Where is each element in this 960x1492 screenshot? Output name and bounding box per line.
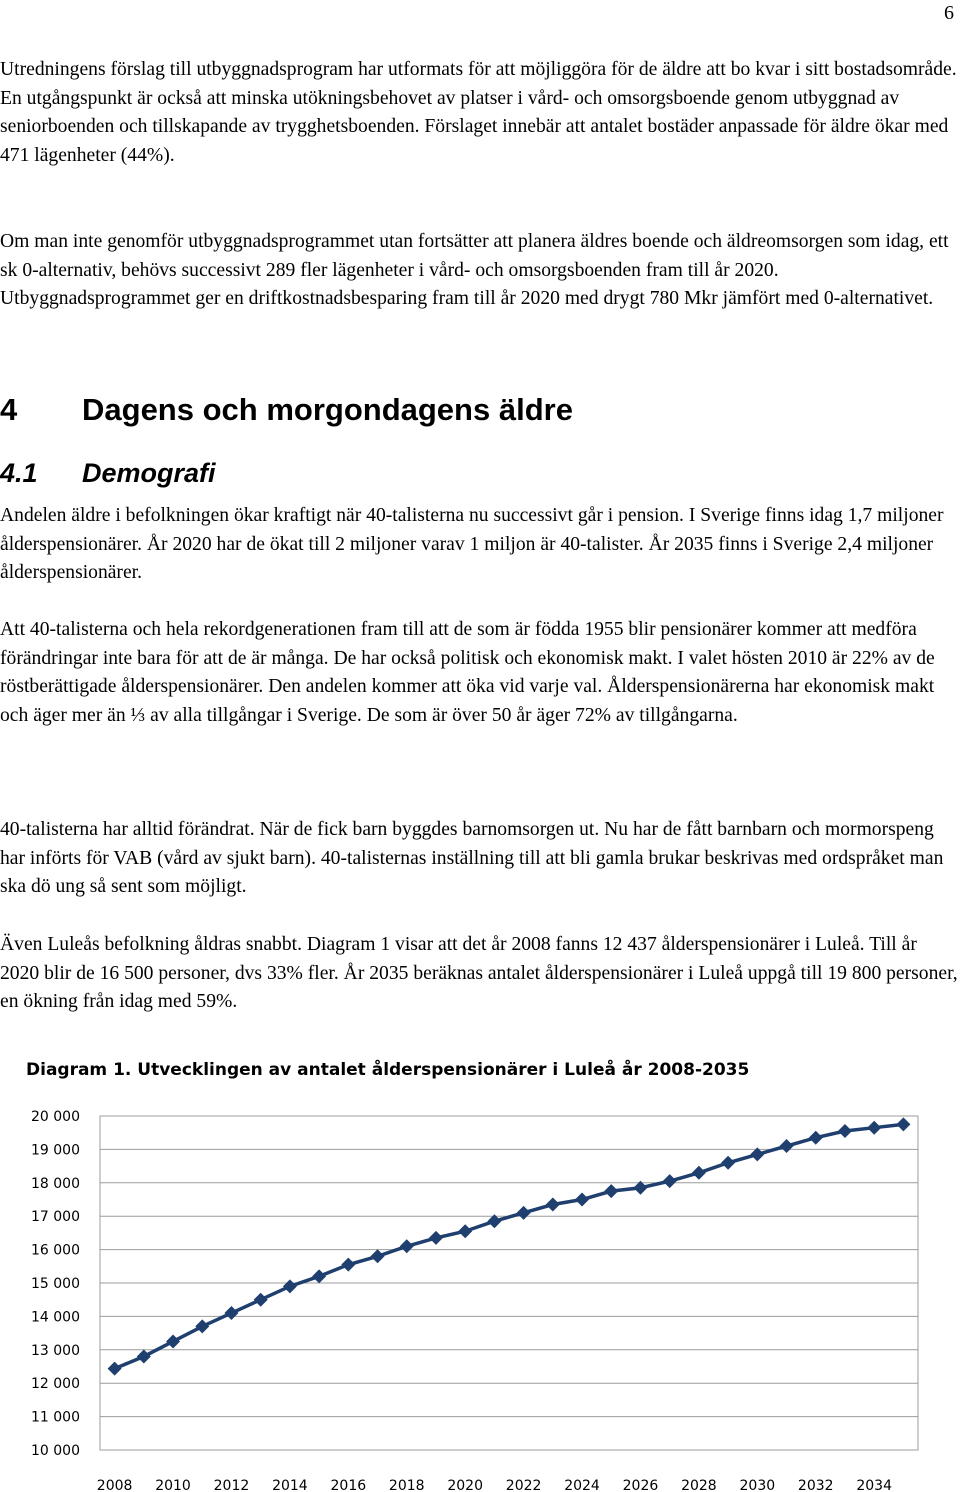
- x-tick-label: 2020: [447, 1478, 483, 1492]
- line-chart: [0, 1096, 960, 1492]
- x-tick-label: 2030: [739, 1478, 776, 1492]
- subsection-heading: [0, 458, 216, 489]
- page-number: 6: [944, 2, 954, 24]
- x-tick-label: 2022: [505, 1478, 542, 1492]
- section-heading: [0, 392, 573, 428]
- x-tick-label: 2032: [797, 1478, 834, 1492]
- x-tick-label: 2016: [330, 1478, 367, 1492]
- y-tick-label: 20 000: [31, 1109, 80, 1125]
- subsection-title: Demografi: [82, 458, 216, 488]
- y-tick-label: 12 000: [31, 1376, 80, 1393]
- subsection-number: 4.1: [0, 458, 38, 488]
- x-tick-label: 2014: [272, 1478, 308, 1492]
- section-number: 4: [0, 392, 18, 427]
- x-tick-label: 2034: [856, 1478, 892, 1492]
- paragraph-andelen-aldre: Andelen äldre i befolkningen ökar kraftigt när 40-talisterna nu successivt går i pension. I Sverige finns idag 1,7 miljoner ålderspensionärer. År 2020 har de ökat till 2 miljoner varav 1 miljon är 40-talister. År 2035 finns i Sverige 2,4 miljoner ålderspensionärer.: [0, 505, 944, 584]
- paragraph-utbyggnadsprogram: Utredningens förslag till utbyggnadsprogram har utformats för att möjliggöra för de äldre att bo kvar i sitt bostadsområde. En utgångspunkt är också att minska utökningsbehovet av platser i vård- och omsorgsboende genom utbyggnad av seniorboenden och tillskapande av trygghetsboenden. Förslaget innebär att antalet bostäder anpassade för äldre ökar med 471 lägenheter (44%).: [0, 59, 957, 166]
- y-tick-label: 14 000: [31, 1309, 80, 1326]
- paragraph-0-alternativ: Om man inte genomför utbyggnadsprogrammet utan fortsätter att planera äldres boende och äldreomsorgen som idag, ett sk 0-alternativ, behövs successivt 289 fler lägenheter i vård- och omsorgsboenden fram till år 2020. Utbyggnadsprogrammet ger en driftkostnadsbesparing fram till år 2020 med drygt 780 Mkr jämfört med 0-alternativet.: [0, 231, 949, 310]
- y-tick-label: 11 000: [31, 1409, 80, 1426]
- x-tick-label: 2028: [681, 1478, 717, 1492]
- y-tick-label: 17 000: [31, 1209, 80, 1226]
- y-tick-label: 15 000: [31, 1276, 80, 1292]
- x-tick-label: 2012: [213, 1478, 250, 1492]
- section-title: Dagens och morgondagens äldre: [82, 392, 573, 427]
- x-tick-label: 2018: [388, 1478, 425, 1492]
- x-tick-label: 2024: [564, 1478, 600, 1492]
- x-tick-label: 2008: [96, 1478, 133, 1492]
- x-tick-label: 2026: [622, 1478, 659, 1492]
- paragraph-rekordgenerationen: Att 40-talisterna och hela rekordgenerationen fram till att de som är födda 1955 blir pensionärer kommer att medföra förändringar inte bara för att de är många. De har också politisk och ekonomisk makt. I valet hösten 2010 är 22% av de röstberättigade ålderspensionärer. Den andelen kommer att öka vid varje val. Ålderspensionärerna har ekonomisk makt och äger mer än ⅓ av alla tillgångar i Sverige. De som är över 50 år äger 72% av tillgångarna.: [0, 619, 935, 726]
- y-tick-label: 19 000: [31, 1142, 80, 1159]
- chart-title: Diagram 1. Utvecklingen av antalet ålderspensionärer i Luleå år 2008-2035: [26, 1060, 750, 1080]
- y-tick-label: 13 000: [31, 1342, 80, 1359]
- paragraph-lulea-befolkning: Även Luleås befolkning åldras snabbt. Diagram 1 visar att det år 2008 fanns 12 437 ålderspensionärer i Luleå. Till år 2020 blir de 16 500 personer, dvs 33% fler. År 2035 beräknas antalet ålderspensionärer i Luleå uppgå till 19 800 personer, en ökning från idag med 59%.: [0, 934, 958, 1013]
- x-tick-label: 2010: [155, 1478, 191, 1492]
- y-tick-label: 16 000: [31, 1242, 80, 1259]
- paragraph-40-talisterna: 40-talisterna har alltid förändrat. När de fick barn byggdes barnomsorgen ut. Nu har de fått barnbarn och mormorspeng har införts för VAB (vård av sjukt barn). 40-talisternas inställning till att bli gamla brukar beskrivas med ordspråket man ska dö ung så sent som möjligt.: [0, 819, 944, 898]
- y-tick-label: 10 000: [31, 1443, 80, 1459]
- y-tick-label: 18 000: [31, 1175, 80, 1192]
